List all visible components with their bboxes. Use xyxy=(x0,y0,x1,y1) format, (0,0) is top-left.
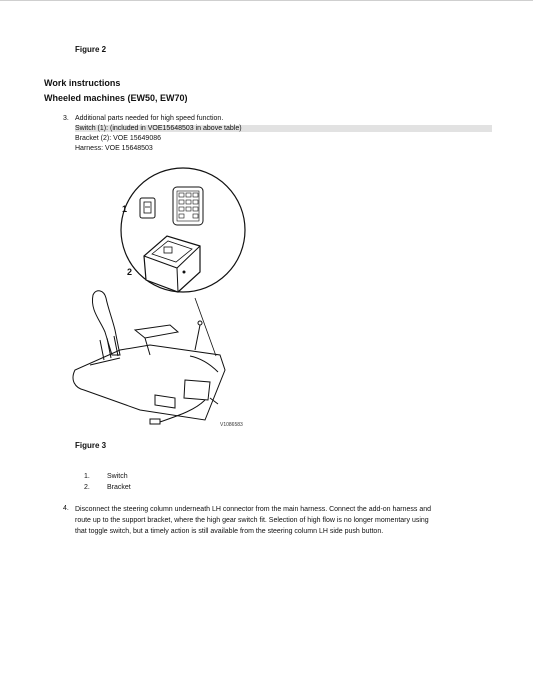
legend-label-bracket: Bracket xyxy=(107,484,131,491)
leader-line xyxy=(195,298,216,356)
section-title: Work instructions xyxy=(44,78,121,88)
parts-line-switch: Switch (1): (included in VOE15648503 in above table) xyxy=(75,125,492,132)
callout-1: 1 xyxy=(122,204,128,214)
legend-label-switch: Switch xyxy=(107,473,128,480)
step-4-number: 4. xyxy=(63,505,69,512)
keypad-drawing xyxy=(173,187,203,225)
step-3-text: Additional parts needed for high speed function. xyxy=(75,115,224,122)
step-4-line-3: that toggle switch, but a timely action is still available from the steering column LH side push button. xyxy=(75,528,384,535)
step-3-number: 3. xyxy=(63,115,69,122)
figure-3-label: Figure 3 xyxy=(75,441,107,450)
harness-drawing xyxy=(150,400,205,424)
parts-line-harness: Harness: VOE 15648503 xyxy=(75,145,153,152)
step-4-line-1: Disconnect the steering column underneath LH connector from the main harness. Connect the add-on harness and xyxy=(75,506,432,513)
parts-line-bracket: Bracket (2): VOE 15649086 xyxy=(75,135,161,142)
section-subtitle: Wheeled machines (EW50, EW70) xyxy=(44,93,188,103)
console-drawing xyxy=(73,321,225,420)
switch-drawing xyxy=(140,198,155,218)
callout-2: 2 xyxy=(127,267,133,277)
legend-number-1: 1. xyxy=(84,473,90,480)
figure-code: V1086583 xyxy=(220,422,243,428)
joystick-drawing xyxy=(92,291,120,360)
figure-3-illustration xyxy=(60,160,260,435)
step-4-paragraph xyxy=(75,504,492,537)
figure-2-label: Figure 2 xyxy=(75,45,107,54)
page-top-border xyxy=(0,0,533,1)
legend-number-2: 2. xyxy=(84,484,90,491)
step-4-line-2: route up to the support bracket, where the high gear switch fit. Selection of high flow is no longer momentary using xyxy=(75,517,429,524)
